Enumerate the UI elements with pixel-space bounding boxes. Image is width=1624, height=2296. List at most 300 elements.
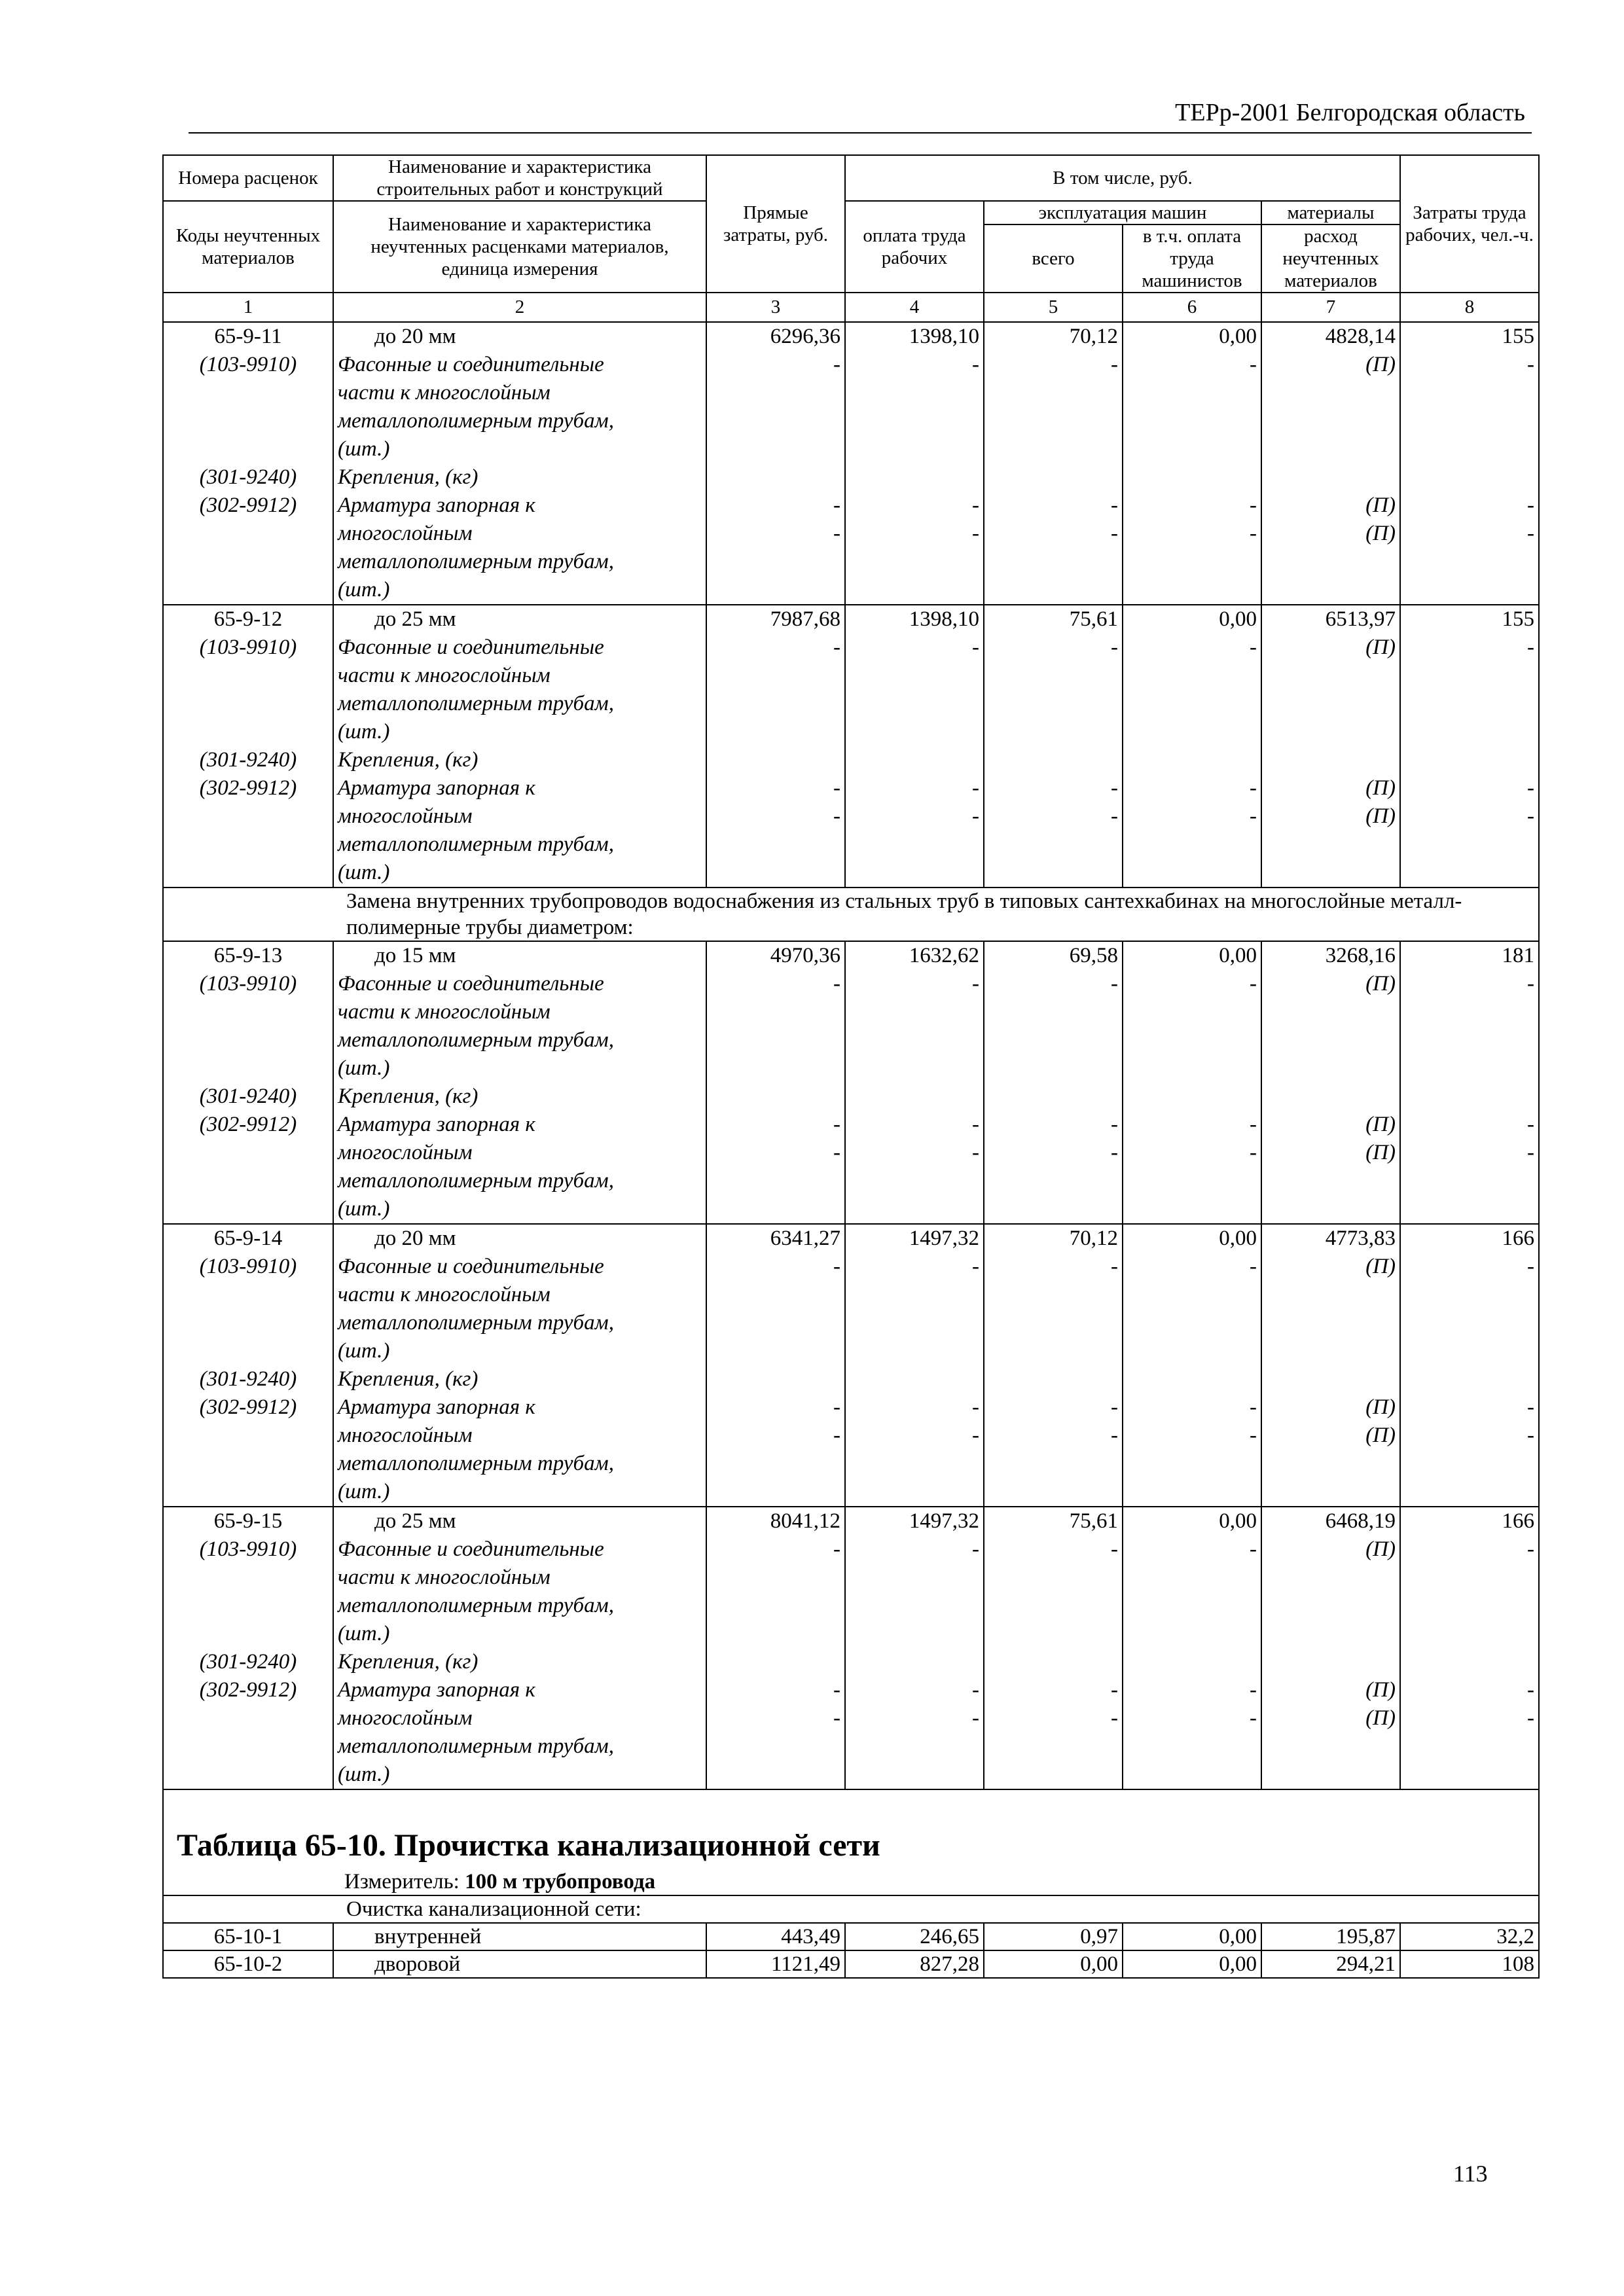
table2-title-cell bbox=[163, 1789, 1539, 1895]
col-num: 4 bbox=[845, 293, 984, 322]
rate-group bbox=[163, 1507, 1539, 1789]
spacer bbox=[850, 662, 979, 690]
value-cell-wages bbox=[845, 1507, 984, 1789]
spacer bbox=[988, 998, 1118, 1026]
value-cell-labor bbox=[1400, 605, 1539, 888]
material-mark: - bbox=[1527, 493, 1534, 517]
spacer bbox=[850, 1648, 979, 1676]
codes-cell bbox=[163, 1507, 333, 1789]
spacer bbox=[1127, 1083, 1257, 1111]
rate-value: 3268,16 bbox=[1325, 944, 1396, 967]
section-title: Замена внутренних трубопроводов водоснабжения из стальных труб в типовых сантехкабинах на многослойные металл-полимерные трубы диаметром: bbox=[333, 888, 1539, 941]
rate-value: 4828,14 bbox=[1325, 325, 1396, 348]
material-name: Арматура запорная к многослойным металлополимерным трубам, (шт.) bbox=[338, 493, 614, 601]
material-name: Крепления, (кг) bbox=[338, 748, 478, 772]
spacer bbox=[1266, 1337, 1396, 1365]
rate-value: 7987,68 bbox=[770, 607, 840, 631]
material-mark: - bbox=[1527, 1706, 1534, 1730]
spacer bbox=[850, 1026, 979, 1054]
material-mark: - bbox=[1250, 493, 1257, 517]
value-cell-materials bbox=[1261, 1224, 1400, 1507]
material-name: Крепления, (кг) bbox=[338, 1085, 478, 1108]
material-mark: (П) bbox=[1365, 1537, 1396, 1561]
material-mark: - bbox=[972, 804, 979, 828]
spacer bbox=[168, 1732, 329, 1761]
spacer bbox=[168, 1704, 329, 1732]
spacer bbox=[988, 662, 1118, 690]
spacer bbox=[168, 1422, 329, 1450]
table2-title: Таблица 65-10. Прочистка канализационной сети bbox=[177, 1828, 880, 1863]
value-cell-labor bbox=[1400, 322, 1539, 605]
spacer bbox=[168, 1620, 329, 1648]
spacer bbox=[1405, 463, 1534, 492]
material-mark: - bbox=[1111, 1678, 1118, 1702]
rates-table bbox=[162, 154, 1540, 1979]
spacer bbox=[1127, 1564, 1257, 1592]
material-mark: - bbox=[1111, 493, 1118, 517]
material-mark: - bbox=[833, 1141, 840, 1164]
material-code: (302-9912) bbox=[199, 493, 297, 517]
material-mark: - bbox=[1527, 1395, 1534, 1419]
material-name: Крепления, (кг) bbox=[338, 1367, 478, 1391]
material-mark: - bbox=[833, 1537, 840, 1561]
codes-cell bbox=[163, 605, 333, 888]
rate-code: 65-10-2 bbox=[163, 1950, 333, 1978]
material-mark: (П) bbox=[1365, 1706, 1396, 1730]
material-name: Фасонные и соединительные части к многослойным металлополимерным трубам, (шт.) bbox=[338, 1255, 614, 1363]
spacer bbox=[1127, 1620, 1257, 1648]
value-cell-machinists bbox=[1123, 941, 1261, 1224]
rate-value: 0,00 bbox=[1219, 1509, 1257, 1533]
unaccounted-header: расход неучтенных материалов bbox=[1261, 224, 1400, 293]
spacer bbox=[850, 435, 979, 463]
value-cell-machinists bbox=[1123, 322, 1261, 605]
material-name: Арматура запорная к многослойным металлополимерным трубам, (шт.) bbox=[338, 1113, 614, 1221]
rate-name: до 20 мм bbox=[374, 325, 456, 348]
col-num: 8 bbox=[1400, 293, 1539, 322]
material-mark: - bbox=[833, 353, 840, 376]
material-mark: - bbox=[1250, 1537, 1257, 1561]
spacer bbox=[1266, 435, 1396, 463]
material-mark: (П) bbox=[1365, 804, 1396, 828]
material-code: (103-9910) bbox=[199, 636, 297, 659]
spacer bbox=[1127, 690, 1257, 718]
spacer bbox=[711, 1365, 840, 1393]
spacer bbox=[988, 1026, 1118, 1054]
material-name: Крепления, (кг) bbox=[338, 465, 478, 489]
col3-header: Прямые затраты, руб. bbox=[706, 155, 845, 293]
spacer bbox=[168, 435, 329, 463]
rate-value: 0,00 bbox=[1123, 1923, 1261, 1950]
material-mark: - bbox=[972, 636, 979, 659]
material-mark: - bbox=[833, 804, 840, 828]
spacer bbox=[988, 435, 1118, 463]
spacer bbox=[850, 1564, 979, 1592]
rate-code: 65-10-1 bbox=[163, 1923, 333, 1950]
page-number: 113 bbox=[1453, 2161, 1488, 2187]
material-mark: - bbox=[833, 522, 840, 545]
material-name: Крепления, (кг) bbox=[338, 1650, 478, 1674]
spacer bbox=[168, 1139, 329, 1167]
spacer bbox=[850, 690, 979, 718]
col-num: 5 bbox=[984, 293, 1123, 322]
spacer bbox=[711, 1026, 840, 1054]
rate-value: 166 bbox=[1502, 1227, 1534, 1250]
rate-value: 0,00 bbox=[1123, 1950, 1261, 1978]
rate-code: 65-9-15 bbox=[213, 1509, 283, 1533]
rate-value: 1497,32 bbox=[909, 1227, 979, 1250]
spacer bbox=[1127, 379, 1257, 407]
spacer bbox=[711, 1281, 840, 1309]
codes-cell bbox=[163, 322, 333, 605]
rate-code: 65-9-11 bbox=[214, 325, 282, 348]
spacer bbox=[1405, 1365, 1534, 1393]
rate-value: 75,61 bbox=[1069, 607, 1118, 631]
material-mark: - bbox=[1111, 1255, 1118, 1278]
spacer bbox=[168, 576, 329, 604]
spacer bbox=[168, 520, 329, 548]
spacer bbox=[1405, 690, 1534, 718]
col1-header-bottom: Коды неучтенных материалов bbox=[163, 201, 333, 293]
names-cell bbox=[333, 941, 706, 1224]
material-mark: - bbox=[833, 1706, 840, 1730]
material-mark: - bbox=[972, 493, 979, 517]
rate-code: 65-9-12 bbox=[213, 607, 283, 631]
material-mark: - bbox=[1527, 776, 1534, 800]
material-mark: - bbox=[1527, 972, 1534, 996]
rate-value: 1497,32 bbox=[909, 1509, 979, 1533]
spacer bbox=[850, 746, 979, 774]
page-header bbox=[189, 98, 1532, 134]
spacer bbox=[1127, 1026, 1257, 1054]
value-cell-labor bbox=[1400, 1224, 1539, 1507]
rate-value: 75,61 bbox=[1069, 1509, 1118, 1533]
spacer bbox=[1266, 1083, 1396, 1111]
material-mark: - bbox=[1111, 1706, 1118, 1730]
spacer bbox=[1266, 662, 1396, 690]
material-mark: (П) bbox=[1365, 1141, 1396, 1164]
material-mark: (П) bbox=[1365, 636, 1396, 659]
material-mark: - bbox=[972, 353, 979, 376]
rate-name: до 25 мм bbox=[374, 1509, 456, 1533]
spacer bbox=[168, 1054, 329, 1083]
spacer bbox=[168, 1026, 329, 1054]
header-title: ТЕРр-2001 Белгородская область bbox=[1175, 99, 1525, 126]
spacer bbox=[1127, 662, 1257, 690]
rate-value: 0,97 bbox=[984, 1923, 1123, 1950]
value-cell-wages bbox=[845, 605, 984, 888]
spacer bbox=[168, 548, 329, 576]
rate-value: 0,00 bbox=[1219, 944, 1257, 967]
spacer bbox=[1266, 1564, 1396, 1592]
value-cell-materials bbox=[1261, 941, 1400, 1224]
material-code: (103-9910) bbox=[199, 1255, 297, 1278]
material-mark: - bbox=[833, 1424, 840, 1447]
spacer bbox=[850, 1281, 979, 1309]
table2-title-row bbox=[163, 1789, 1539, 1895]
material-name: Фасонные и соединительные части к многослойным металлополимерным трубам, (шт.) bbox=[338, 972, 614, 1080]
material-mark: - bbox=[1527, 1113, 1534, 1136]
spacer bbox=[1127, 1309, 1257, 1337]
spacer bbox=[988, 463, 1118, 492]
section-spacer bbox=[163, 888, 333, 941]
labor-header: Затраты труда рабочих, чел.-ч. bbox=[1400, 155, 1539, 293]
spacer bbox=[1405, 1026, 1534, 1054]
spacer bbox=[850, 1620, 979, 1648]
wages-header: оплата труда рабочих bbox=[845, 201, 984, 293]
material-mark: - bbox=[1250, 776, 1257, 800]
material-mark: - bbox=[1111, 1537, 1118, 1561]
spacer bbox=[988, 1620, 1118, 1648]
rate-value: 155 bbox=[1502, 325, 1534, 348]
rate-group bbox=[163, 322, 1539, 605]
meter-line bbox=[177, 1869, 1525, 1895]
value-cell-machines bbox=[984, 1507, 1123, 1789]
spacer bbox=[168, 690, 329, 718]
rate-code: 65-9-14 bbox=[213, 1227, 283, 1250]
rate-value: 0,00 bbox=[984, 1950, 1123, 1978]
rate-name: до 25 мм bbox=[374, 607, 456, 631]
spacer bbox=[850, 1337, 979, 1365]
spacer bbox=[1405, 1281, 1534, 1309]
rate-value: 155 bbox=[1502, 607, 1534, 631]
spacer bbox=[1266, 407, 1396, 435]
material-mark: - bbox=[1527, 522, 1534, 545]
spacer bbox=[711, 1337, 840, 1365]
names-cell bbox=[333, 605, 706, 888]
spacer bbox=[1405, 1337, 1534, 1365]
material-name: Арматура запорная к многослойным металлополимерным трубам, (шт.) bbox=[338, 776, 614, 884]
names-cell bbox=[333, 1224, 706, 1507]
material-name: Арматура запорная к многослойным металлополимерным трубам, (шт.) bbox=[338, 1678, 614, 1786]
rate-value: 4970,36 bbox=[770, 944, 840, 967]
spacer bbox=[168, 407, 329, 435]
spacer bbox=[168, 998, 329, 1026]
value-cell-direct bbox=[706, 941, 845, 1224]
rate-value: 6468,19 bbox=[1325, 1509, 1396, 1533]
rate-value: 443,49 bbox=[706, 1923, 845, 1950]
section-spacer bbox=[163, 1895, 333, 1923]
material-name: Арматура запорная к многослойным металлополимерным трубам, (шт.) bbox=[338, 1395, 614, 1503]
table2-section: Очистка канализационной сети: bbox=[333, 1895, 1539, 1923]
spacer bbox=[168, 859, 329, 887]
spacer bbox=[168, 1564, 329, 1592]
material-mark: - bbox=[972, 1678, 979, 1702]
spacer bbox=[1127, 1592, 1257, 1620]
spacer bbox=[1127, 407, 1257, 435]
value-cell-direct bbox=[706, 1224, 845, 1507]
spacer bbox=[1127, 718, 1257, 746]
meter-label: Измеритель: bbox=[344, 1870, 465, 1893]
rate-code: 65-9-13 bbox=[213, 944, 283, 967]
spacer bbox=[1127, 1054, 1257, 1083]
rate-value: 1632,62 bbox=[909, 944, 979, 967]
value-cell-wages bbox=[845, 322, 984, 605]
spacer bbox=[988, 1337, 1118, 1365]
rate-name: до 15 мм bbox=[374, 944, 456, 967]
spacer bbox=[711, 435, 840, 463]
names-cell bbox=[333, 1507, 706, 1789]
material-mark: - bbox=[1111, 776, 1118, 800]
material-mark: (П) bbox=[1365, 1424, 1396, 1447]
col-num: 3 bbox=[706, 293, 845, 322]
material-code: (301-9240) bbox=[199, 1367, 297, 1391]
spacer bbox=[850, 998, 979, 1026]
spacer bbox=[1266, 379, 1396, 407]
material-mark: - bbox=[1527, 353, 1534, 376]
value-cell-machines bbox=[984, 605, 1123, 888]
material-code: (302-9912) bbox=[199, 776, 297, 800]
rate-group bbox=[163, 941, 1539, 1224]
spacer bbox=[988, 1054, 1118, 1083]
spacer bbox=[711, 1309, 840, 1337]
rate-value: 6513,97 bbox=[1325, 607, 1396, 631]
rate-name: дворовой bbox=[333, 1950, 706, 1978]
value-cell-materials bbox=[1261, 1507, 1400, 1789]
spacer bbox=[988, 407, 1118, 435]
material-mark: - bbox=[1111, 1141, 1118, 1164]
spacer bbox=[1405, 1592, 1534, 1620]
rate-value: 1398,10 bbox=[909, 325, 979, 348]
spacer bbox=[168, 718, 329, 746]
materials-header: материалы bbox=[1261, 201, 1400, 224]
material-mark: - bbox=[1111, 1113, 1118, 1136]
material-mark: (П) bbox=[1365, 522, 1396, 545]
rate-value: 294,21 bbox=[1261, 1950, 1400, 1978]
material-mark: - bbox=[1111, 522, 1118, 545]
rate-value: 195,87 bbox=[1261, 1923, 1400, 1950]
material-mark: (П) bbox=[1365, 353, 1396, 376]
col-num: 7 bbox=[1261, 293, 1400, 322]
spacer bbox=[1266, 463, 1396, 492]
spacer bbox=[1405, 1620, 1534, 1648]
rate-value: 1121,49 bbox=[706, 1950, 845, 1978]
material-mark: - bbox=[972, 776, 979, 800]
rate-value: 246,65 bbox=[845, 1923, 984, 1950]
codes-cell bbox=[163, 941, 333, 1224]
rate-value: 0,00 bbox=[1219, 325, 1257, 348]
material-mark: - bbox=[972, 1255, 979, 1278]
material-mark: - bbox=[1111, 1395, 1118, 1419]
spacer bbox=[168, 1450, 329, 1478]
material-code: (302-9912) bbox=[199, 1678, 297, 1702]
spacer bbox=[850, 718, 979, 746]
spacer bbox=[168, 379, 329, 407]
spacer bbox=[988, 379, 1118, 407]
spacer bbox=[850, 379, 979, 407]
material-mark: - bbox=[1250, 1395, 1257, 1419]
col2-header-bottom: Наименование и характеристика неучтенных расценками материалов, единица измерения bbox=[333, 201, 706, 293]
spacer bbox=[168, 662, 329, 690]
material-mark: - bbox=[833, 1255, 840, 1278]
spacer bbox=[711, 746, 840, 774]
rate-value: 1398,10 bbox=[909, 607, 979, 631]
material-mark: - bbox=[1250, 972, 1257, 996]
spacer bbox=[1405, 1309, 1534, 1337]
table2-row bbox=[163, 1950, 1539, 1978]
value-cell-machinists bbox=[1123, 1224, 1261, 1507]
material-mark: - bbox=[833, 636, 840, 659]
material-mark: - bbox=[1527, 1537, 1534, 1561]
spacer bbox=[1127, 746, 1257, 774]
spacer bbox=[988, 746, 1118, 774]
spacer bbox=[1266, 746, 1396, 774]
spacer bbox=[850, 1083, 979, 1111]
material-name: Фасонные и соединительные части к многослойным металлополимерным трубам, (шт.) bbox=[338, 1537, 614, 1645]
spacer bbox=[1405, 379, 1534, 407]
material-mark: - bbox=[1527, 1255, 1534, 1278]
spacer bbox=[711, 1648, 840, 1676]
material-mark: - bbox=[1250, 1141, 1257, 1164]
material-mark: - bbox=[1111, 353, 1118, 376]
rate-name: до 20 мм bbox=[374, 1227, 456, 1250]
col2-header-top: Наименование и характеристика строительных работ и конструкций bbox=[333, 155, 706, 201]
material-mark: - bbox=[972, 1706, 979, 1730]
rate-value: 69,58 bbox=[1069, 944, 1118, 967]
spacer bbox=[988, 1365, 1118, 1393]
material-code: (301-9240) bbox=[199, 465, 297, 489]
spacer bbox=[168, 1478, 329, 1506]
value-cell-direct bbox=[706, 322, 845, 605]
spacer bbox=[1266, 718, 1396, 746]
spacer bbox=[1405, 1648, 1534, 1676]
material-code: (301-9240) bbox=[199, 1650, 297, 1674]
material-code: (301-9240) bbox=[199, 748, 297, 772]
spacer bbox=[168, 1167, 329, 1195]
rate-value: 827,28 bbox=[845, 1950, 984, 1978]
spacer bbox=[1405, 998, 1534, 1026]
material-code: (302-9912) bbox=[199, 1395, 297, 1419]
material-mark: (П) bbox=[1365, 493, 1396, 517]
value-cell-wages bbox=[845, 1224, 984, 1507]
spacer bbox=[711, 1620, 840, 1648]
spacer bbox=[168, 1281, 329, 1309]
spacer bbox=[988, 1281, 1118, 1309]
material-mark: (П) bbox=[1365, 972, 1396, 996]
spacer bbox=[168, 831, 329, 859]
spacer bbox=[988, 1648, 1118, 1676]
spacer bbox=[988, 718, 1118, 746]
spacer bbox=[711, 998, 840, 1026]
rate-value: 70,12 bbox=[1069, 1227, 1118, 1250]
rate-value: 32,2 bbox=[1400, 1923, 1539, 1950]
spacer bbox=[1266, 1620, 1396, 1648]
material-name: Фасонные и соединительные части к многослойным металлополимерным трубам, (шт.) bbox=[338, 636, 614, 744]
spacer bbox=[168, 1337, 329, 1365]
rate-group bbox=[163, 1224, 1539, 1507]
incl-header: В том числе, руб. bbox=[845, 155, 1400, 201]
value-cell-wages bbox=[845, 941, 984, 1224]
material-mark: - bbox=[1250, 1424, 1257, 1447]
spacer bbox=[850, 1592, 979, 1620]
material-mark: - bbox=[1250, 522, 1257, 545]
value-cell-labor bbox=[1400, 1507, 1539, 1789]
material-mark: - bbox=[1527, 1141, 1534, 1164]
spacer bbox=[711, 718, 840, 746]
spacer bbox=[711, 1083, 840, 1111]
material-mark: (П) bbox=[1365, 1255, 1396, 1278]
material-mark: - bbox=[972, 1424, 979, 1447]
spacer bbox=[1405, 435, 1534, 463]
material-code: (103-9910) bbox=[199, 972, 297, 996]
rate-name: внутренней bbox=[333, 1923, 706, 1950]
material-mark: - bbox=[833, 1113, 840, 1136]
material-mark: - bbox=[833, 493, 840, 517]
material-mark: - bbox=[1527, 804, 1534, 828]
rate-value: 6341,27 bbox=[770, 1227, 840, 1250]
rate-value: 8041,12 bbox=[770, 1509, 840, 1533]
material-code: (301-9240) bbox=[199, 1085, 297, 1108]
